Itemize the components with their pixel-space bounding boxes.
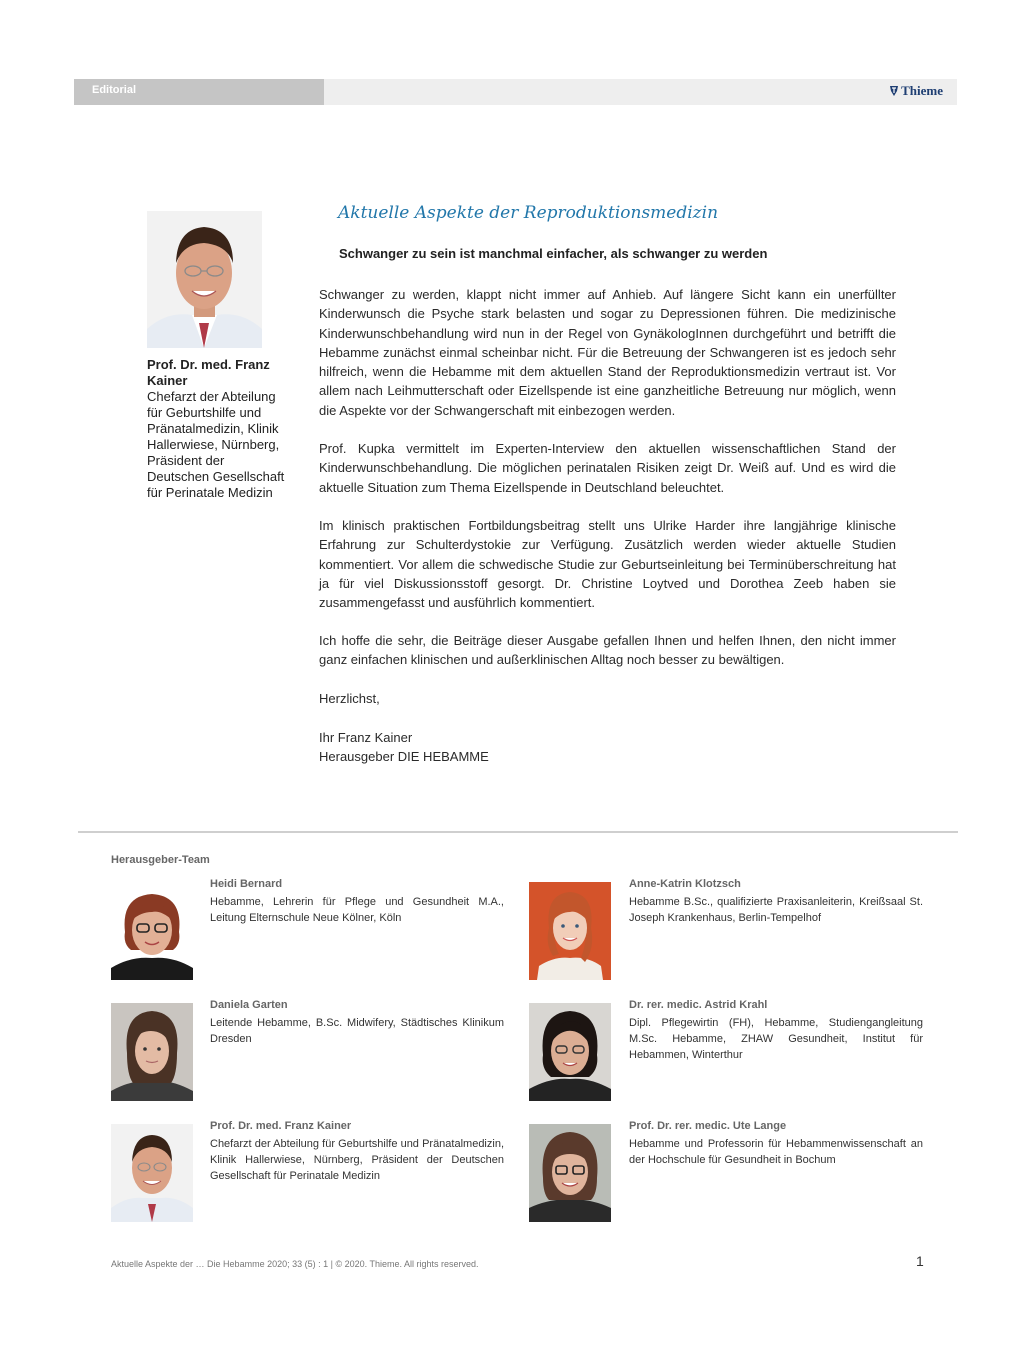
article-title: Aktuelle Aspekte der Reproduktionsmedizin <box>338 203 719 223</box>
member-name: Heidi Bernard <box>210 878 283 890</box>
page-number: 1 <box>916 1253 924 1269</box>
member-name: Prof. Dr. rer. medic. Ute Lange <box>629 1120 787 1132</box>
signature <box>319 728 896 767</box>
header-bar <box>74 79 957 105</box>
member-photo <box>529 1003 611 1101</box>
member-photo <box>529 882 611 980</box>
team-heading: Herausgeber-Team <box>111 854 210 866</box>
member-description: Hebamme, Lehrerin für Pflege und Gesundheit M.A., Leitung Elternschule Neue Kölner, Köln <box>210 896 504 924</box>
author-description: Chefarzt der Abteilung für Geburtshilfe und Pränatalmedizin, Klinik Hallerwiese, Nürnberg, Präsident der Deutschen Gesellschaft für Perinatale Medizin <box>147 389 285 500</box>
member-description: Hebamme und Professorin für Hebammenwissenschaft an der Hochschule für Gesundheit in Bochum <box>629 1138 923 1166</box>
section-label: Editorial <box>92 84 137 96</box>
thieme-logo-icon <box>889 85 899 96</box>
article-paragraph: Im klinisch praktischen Fortbildungsbeitrag stellt uns Ulrike Harder ihre langjährige klinische Erfahrung zur Schulterdystokie zur Verfügung. Zusätzlich werden wieder aktuelle Studien kommentiert. Vor allem die schwedische Studie zur Geburtseinleitung bei Terminüberschreitung hat ja für viel Diskussionsstoff gesorgt. Dr. Christine Loytved und Dorothea Zeeb haben sie zusammengefasst und ausführlich kommentiert. <box>319 518 896 611</box>
closing-greeting: Herzlichst, <box>319 691 380 706</box>
author-photo <box>147 211 262 348</box>
member-name: Anne-Katrin Klotzsch <box>629 878 741 890</box>
footer-citation: Aktuelle Aspekte der … Die Hebamme 2020; 33 (5) : 1 | © 2020. Thieme. All rights reserved. <box>111 1259 479 1269</box>
signature-role: Herausgeber DIE HEBAMME <box>319 749 489 765</box>
member-description: Leitende Hebamme, B.Sc. Midwifery, Städtisches Klinikum Dresden <box>210 1017 504 1045</box>
member-name: Dr. rer. medic. Astrid Krahl <box>629 999 768 1011</box>
member-description: Hebamme B.Sc., qualifizierte Praxisanleiterin, Kreißsaal St. Joseph Krankenhaus, Berlin-Tempelhof <box>629 896 923 924</box>
publisher-logo <box>889 83 943 99</box>
author-name: Prof. Dr. med. Franz Kainer <box>147 357 270 388</box>
member-description: Chefarzt der Abteilung für Geburtshilfe und Pränatalmedizin, Klinik Hallerwiese, Nürnberg, Präsident der Deutschen Gesellschaft für Perinatale Medizin <box>210 1138 504 1182</box>
member-description: Dipl. Pflegewirtin (FH), Hebamme, Studiengangleitung M.Sc. Hebamme, ZHAW Gesundheit, Institut für Hebammen, Winterthur <box>629 1017 923 1061</box>
article-paragraph: Schwanger zu werden, klappt nicht immer auf Anhieb. Auf längere Sicht kann ein unerfüllter Kinderwunsch die Psyche stark belasten und sogar zu Depressionen führen. Die medizinische Kinderwunschbehandlung wird nun in der Regel von GynäkologInnen durchgeführt und betrifft die Hebamme zunächst einmal scheinbar nicht. Für die Betreuung der Schwangeren ist es jedoch sehr hilfreich, wenn die Hebamme mit dem aktuellen Stand der Reproduktionsmedizin vertraut ist. Vor allem nach Leihmutterschaft oder Eizellspende ist eine ganzheitliche Betreuung nur möglich, wenn die Aspekte vor der Schwangerschaft mit einbezogen werden. <box>319 287 896 418</box>
article-subtitle: Schwanger zu sein ist manchmal einfacher, als schwanger zu werden <box>339 246 768 261</box>
article-paragraph: Ich hoffe die sehr, die Beiträge dieser Ausgabe gefallen Ihnen und helfen Ihnen, den nicht immer ganz einfachen klinischen und außerklinischen Alltag noch besser zu bewältigen. <box>319 633 896 668</box>
signature-name: Ihr Franz Kainer <box>319 730 413 745</box>
member-name: Daniela Garten <box>210 999 288 1011</box>
member-photo <box>111 1124 193 1222</box>
member-name: Prof. Dr. med. Franz Kainer <box>210 1120 352 1132</box>
member-photo <box>111 882 193 980</box>
section-divider <box>78 831 958 833</box>
publisher-name: Thieme <box>901 83 943 98</box>
member-photo <box>529 1124 611 1222</box>
member-photo <box>111 1003 193 1101</box>
article-paragraph: Prof. Kupka vermittelt im Experten-Interview den aktuellen wissenschaftlichen Stand der Kinderwunschbehandlung. Die möglichen perinatalen Risiken zeigt Dr. Weiß auf. Und es wird die aktuelle Situation zum Thema Eizellspende in Deutschland beleuchtet. <box>319 441 896 495</box>
